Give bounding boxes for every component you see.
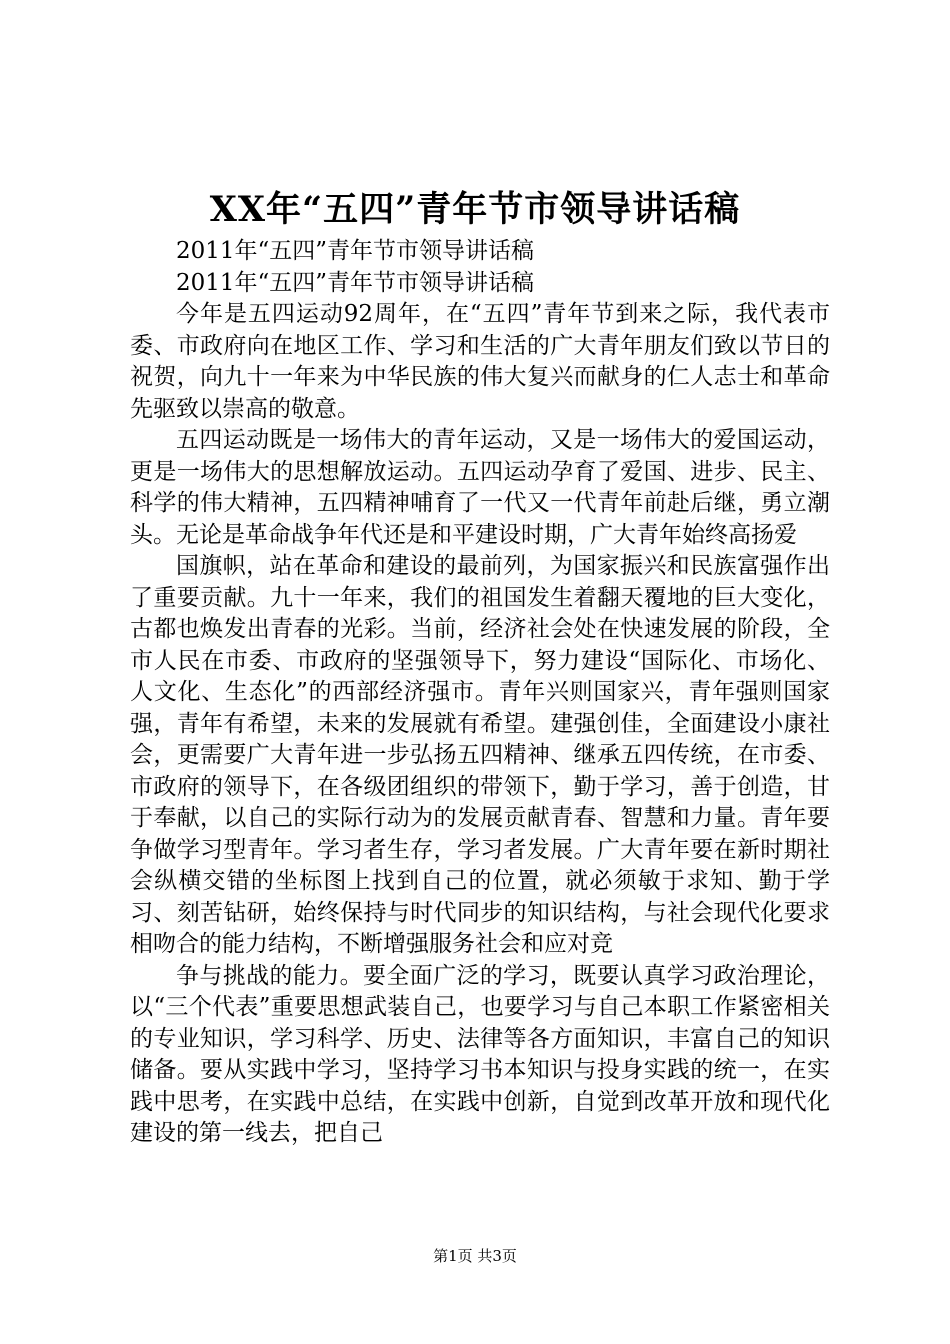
page-number-footer: 第1页 共3页 xyxy=(433,1247,517,1265)
paragraph-opening: 今年是五四运动92周年，在“五四”青年节到来之际，我代表市委、市政府向在地区工作、学习和生活的广大青年朋友们致以节日的祝贺，向九十一年来为中华民族的伟大复兴而献身的仁人志士和革命先驱致以崇高的敬意。 xyxy=(130,301,830,422)
paragraph-subtitle-2: 2011年“五四”青年节市领导讲话稿 xyxy=(176,269,535,296)
paragraph-learning: 争与挑战的能力。要全面广泛的学习，既要认真学习政治理论，以“三个代表”重要思想武装自己，也要学习与自己本职工作紧密相关的专业知识，学习科学、历史、法律等各方面知识，丰富自己的知识储备。要从实践中学习，坚持学习书本知识与投身实践的统一，在实践中思考，在实践中总结，在实践中创新，自觉到改革开放和现代化建设的第一线去，把自己 xyxy=(130,962,830,1146)
paragraph-youth-development: 国旗帜，站在革命和建设的最前列，为国家振兴和民族富强作出了重要贡献。九十一年来，我们的祖国发生着翻天覆地的巨大变化，古都也焕发出青春的光彩。当前，经济社会处在快速发展的阶段，全市人民在市委、市政府的坚强领导下，努力建设“国际化、市场化、人文化、生态化”的西部经济强市。青年兴则国家兴，青年强则国家强，青年有希望，未来的发展就有希望。建强创佳，全面建设小康社会，更需要广大青年进一步弘扬五四精神、继承五四传统，在市委、市政府的领导下，在各级团组织的带领下，勤于学习，善于创造，甘于奉献，以自己的实际行动为的发展贡献青春、智慧和力量。青年要争做学习型青年。学习者生存，学习者发展。广大青年要在新时期社会纵横交错的坐标图上找到自己的位置，就必须敏于求知、勤于学习、刻苦钻研，始终保持与时代同步的知识结构，与社会现代化要求相吻合的能力结构，不断增强服务社会和应对竞 xyxy=(130,553,830,957)
paragraph-subtitle-1: 2011年“五四”青年节市领导讲话稿 xyxy=(176,238,535,264)
document-body xyxy=(130,236,830,1150)
paragraph-may-fourth-movement: 五四运动既是一场伟大的青年运动，又是一场伟大的爱国运动，更是一场伟大的思想解放运动。五四运动孕育了爱国、进步、民主、科学的伟大精神，五四精神哺育了一代又一代青年前赴后继，勇立潮头。无论是革命战争年代还是和平建设时期，广大青年始终高扬爱 xyxy=(130,427,830,548)
document-title: XX年“五四”青年节市领导讲话稿 xyxy=(209,189,741,230)
